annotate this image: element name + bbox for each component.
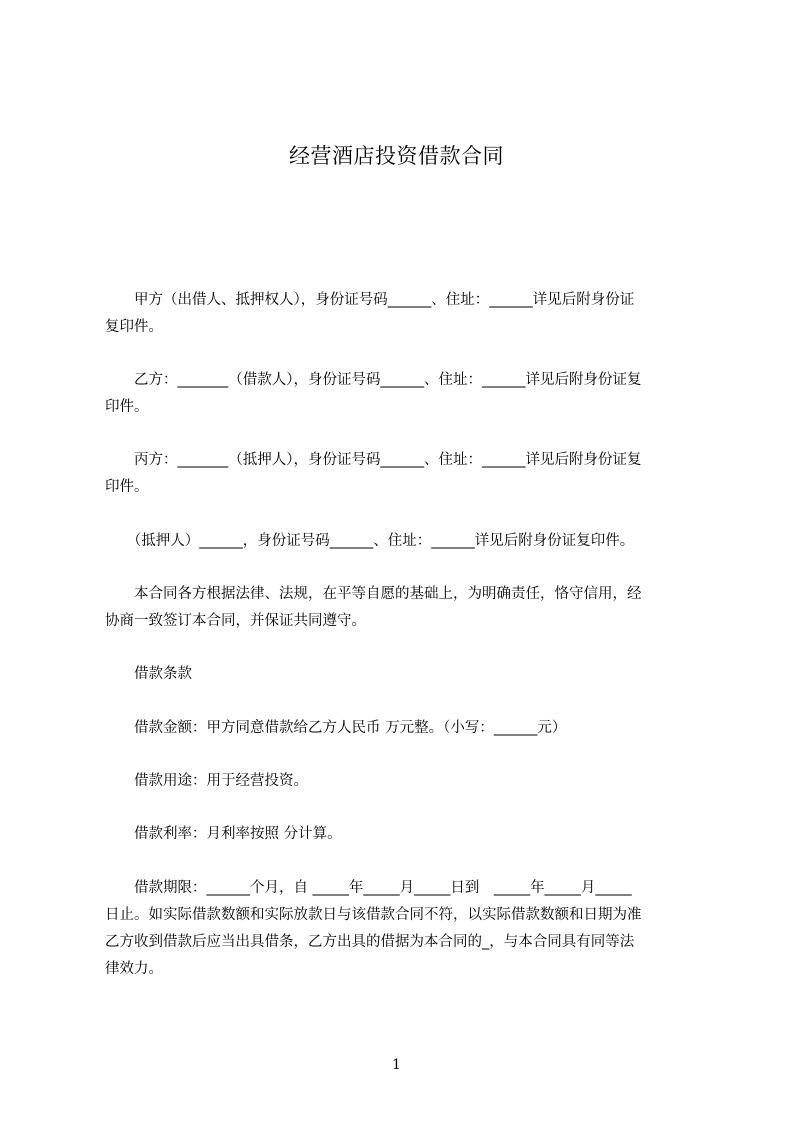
mortgagor-line: （抵押人）______，身份证号码______、住址：______详见后附身份证复印件。 [105, 533, 635, 549]
loan-term-line-1: 借款期限：______个月，自 _____年_____月_____日到 _____年_____月_____ [105, 880, 632, 896]
document-title: 经营酒店投资借款合同 [289, 144, 504, 168]
loan-terms-heading: 借款条款 [105, 666, 192, 682]
party-a-line-1: 甲方（出借人、抵押权人），身份证号码______、住址：______详见后附身份证 [105, 292, 635, 308]
loan-term-line-2: 日止。如实际借款数额和实际放款日与该借款合同不符，以实际借款数额和日期为准 [105, 907, 642, 923]
loan-term-line-3: 乙方收到借款后应当出具借条，乙方出具的借据为本合同的_，与本合同具有同等法 [105, 934, 635, 950]
interest-rate-line: 借款利率：月利率按照 分计算。 [105, 826, 342, 842]
party-b-line-2: 印件。 [105, 399, 149, 415]
preamble-line-1: 本合同各方根据法律、法规，在平等自愿的基础上，为明确责任，恪守信用，经 [105, 586, 642, 602]
loan-amount-line: 借款金额：甲方同意借款给乙方人民币 万元整。（小写：______元） [105, 720, 567, 736]
preamble-line-2: 协商一致签订本合同，并保证共同遵守。 [105, 613, 366, 629]
party-c-line-2: 印件。 [105, 479, 149, 495]
party-a-line-2: 复印件。 [105, 319, 163, 335]
party-b-line-1: 乙方：_______（借款人），身份证号码______、住址：______详见后附身份证复 [105, 372, 642, 388]
loan-purpose-line: 借款用途：用于经营投资。 [105, 773, 308, 789]
party-c-line-1: 丙方：_______（抵押人），身份证号码______、住址：______详见后附身份证复 [105, 452, 642, 468]
loan-term-line-4: 律效力。 [105, 961, 163, 977]
page-number: 1 [392, 1057, 401, 1073]
